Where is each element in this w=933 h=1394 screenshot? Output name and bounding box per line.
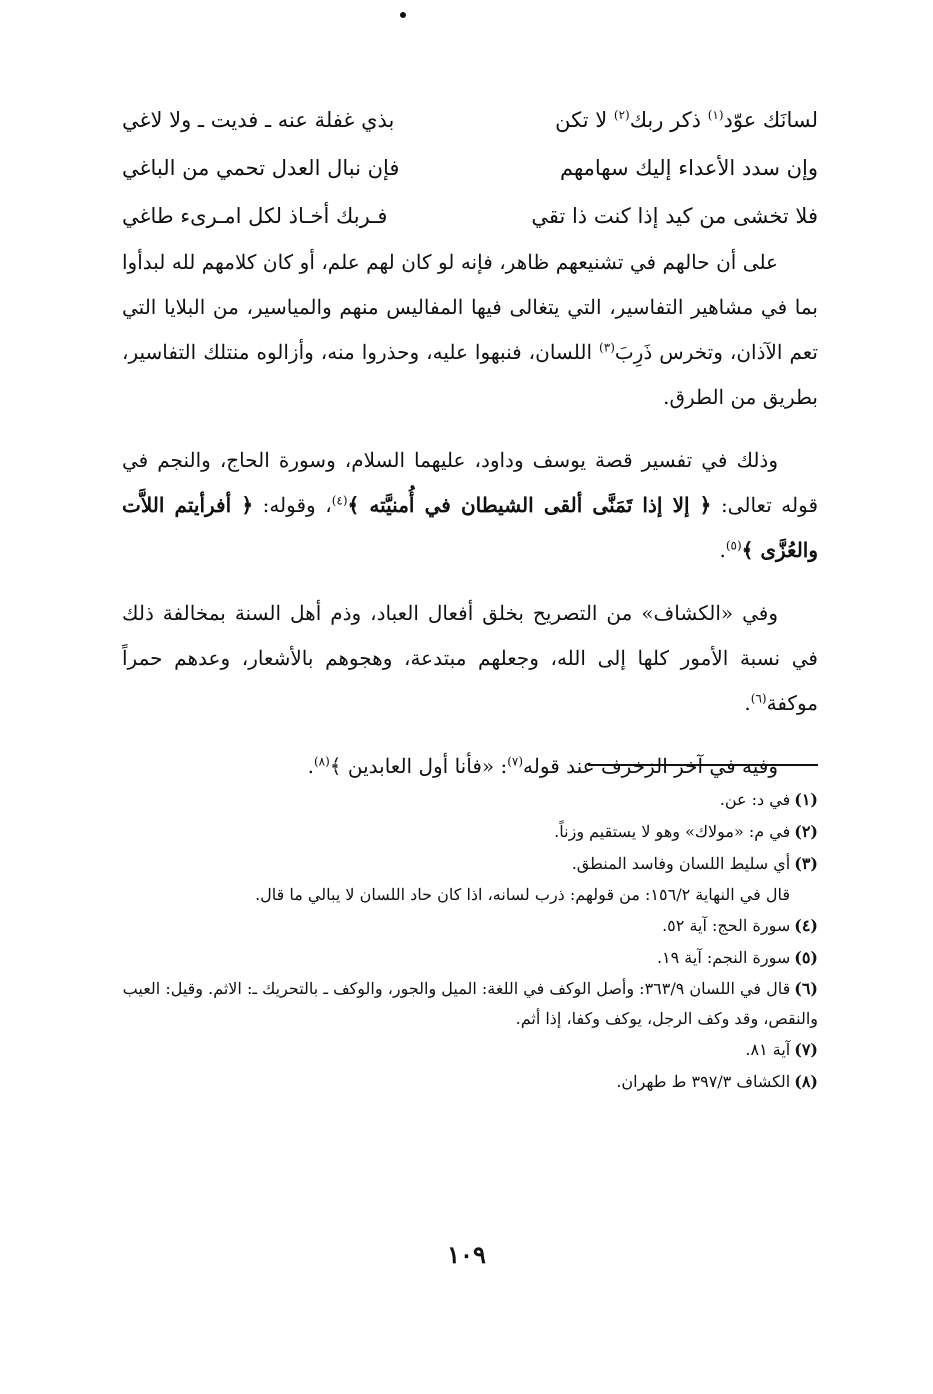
verse-first-hemistich: لسانَك عوّد$^{(١)}$ ذكر ربك$^{(٢)}$ لا تكن — [555, 108, 818, 132]
main-text — [122, 240, 818, 807]
footnote: (٦)قال في اللسان ٣٦٣/٩: وأصل الوكف في اللغة: الميل والجور، والوكف ـ بالتحريك ـ: الاثم. وقيل: العيب والنقص، وقد وكف الرجل، يوكف وكفا، إذا أثم. — [122, 979, 818, 1028]
footnotes — [122, 784, 818, 1098]
footnote: (٤)سورة الحج: آية ٥٢. — [662, 916, 818, 935]
footnote-ref[interactable]: (٦) — [750, 691, 767, 706]
footnote-ref[interactable]: (٨) — [313, 754, 330, 769]
paragraph: على أن حالهم في تشنيعهم ظاهر، فإنه لو كان لهم علم، أو كان كلامهم لله لبدأوا بما في مشاهير التفاسير، التي يتغالى فيها المفاليس منهم والمياسير، من البلايا التي تعم الآذان، وتخرس ذَرِبَ$^{(٣)}$ اللسان، فنبهوا عليه، وحذروا منه، وأزالوه منتلك التفاسير، بطريق من الطرق. — [122, 250, 818, 409]
verse-second-hemistich: بذي غفلة عنه ـ فديت ـ ولا لاغي — [122, 108, 395, 132]
poem-block — [122, 100, 818, 244]
footnote: (١)في د: عن. — [719, 790, 818, 809]
footnote-continuation: قال في النهاية ١٥٦/٢: من قولهم: ذرب لسانه، اذا كان حاد اللسان لا يبالي ما قال. — [255, 885, 790, 904]
poem-verse — [122, 100, 818, 148]
paragraph: وفيه في آخر الزخرف عند قوله$^{(٧)}$: «فأنا أول العابدين ﴾$^{(٨)}$. — [307, 754, 778, 778]
footnote-ref[interactable]: (٥) — [725, 538, 742, 553]
footnote: (٧)آية ٨١. — [745, 1040, 818, 1059]
poem-verse — [122, 196, 818, 244]
footnote-ref[interactable]: (٣) — [599, 340, 615, 355]
footnote: (٨)الكشاف ٣٩٧/٣ ط طهران. — [616, 1072, 818, 1091]
footnote-ref[interactable]: (٧) — [507, 754, 524, 769]
footnote: (٣)أي سليط اللسان وفاسد المنطق. — [571, 854, 818, 873]
paragraph: وفي «الكشاف» من التصريح بخلق أفعال العباد، وذم أهل السنة بمخالفة ذلك في نسبة الأمور كلها إلى الله، وجعلهم مبتدعة، وهجوهم بالأشعار، وعدهم حمراً موكفة$^{(٦)}$. — [122, 601, 818, 715]
verse-first-hemistich: فلا تخشى من كيد إذا كنت ذا تقي — [531, 204, 818, 228]
top-dot-mark — [400, 12, 406, 18]
footnote-ref[interactable]: (٢) — [613, 108, 630, 122]
verse-second-hemistich: فإن نبال العدل تحمي من الباغي — [122, 156, 400, 180]
quran-quote: ﴿ أفرأيتم اللاَّت والعُزَّى ﴾ — [122, 493, 818, 562]
paragraph: وذلك في تفسير قصة يوسف وداود، عليهما السلام، وسورة الحاج، والنجم في قوله تعالى: ﴿ إلا إذا تَمَنَّى ألقى الشيطان في أُمنيَّته ﴾$^{(٤)}$، وقوله: ﴿ أفرأيتم اللاَّت والعُزَّى ﴾$^{(٥)}$. — [122, 448, 819, 562]
verse-second-hemistich: فـربك أخـاذ لكل امـرىء طاغي — [122, 204, 388, 228]
poem-verse — [122, 148, 818, 196]
verse-first-hemistich: وإن سدد الأعداء إليك سهامهم — [560, 156, 818, 180]
footnote: (٥)سورة النجم: آية ١٩. — [656, 948, 818, 967]
footnote-divider — [588, 764, 818, 766]
page-number: ١٠٩ — [447, 1240, 486, 1269]
footnote: (٢)في م: «مولاك» وهو لا يستقيم وزناً. — [554, 822, 818, 841]
quran-quote: ﴿ إلا إذا تَمَنَّى ألقى الشيطان في أُمنيَّته ﴾ — [347, 493, 712, 517]
footnote-ref[interactable]: (٤) — [331, 493, 348, 508]
footnote-ref[interactable]: (١) — [707, 108, 724, 122]
